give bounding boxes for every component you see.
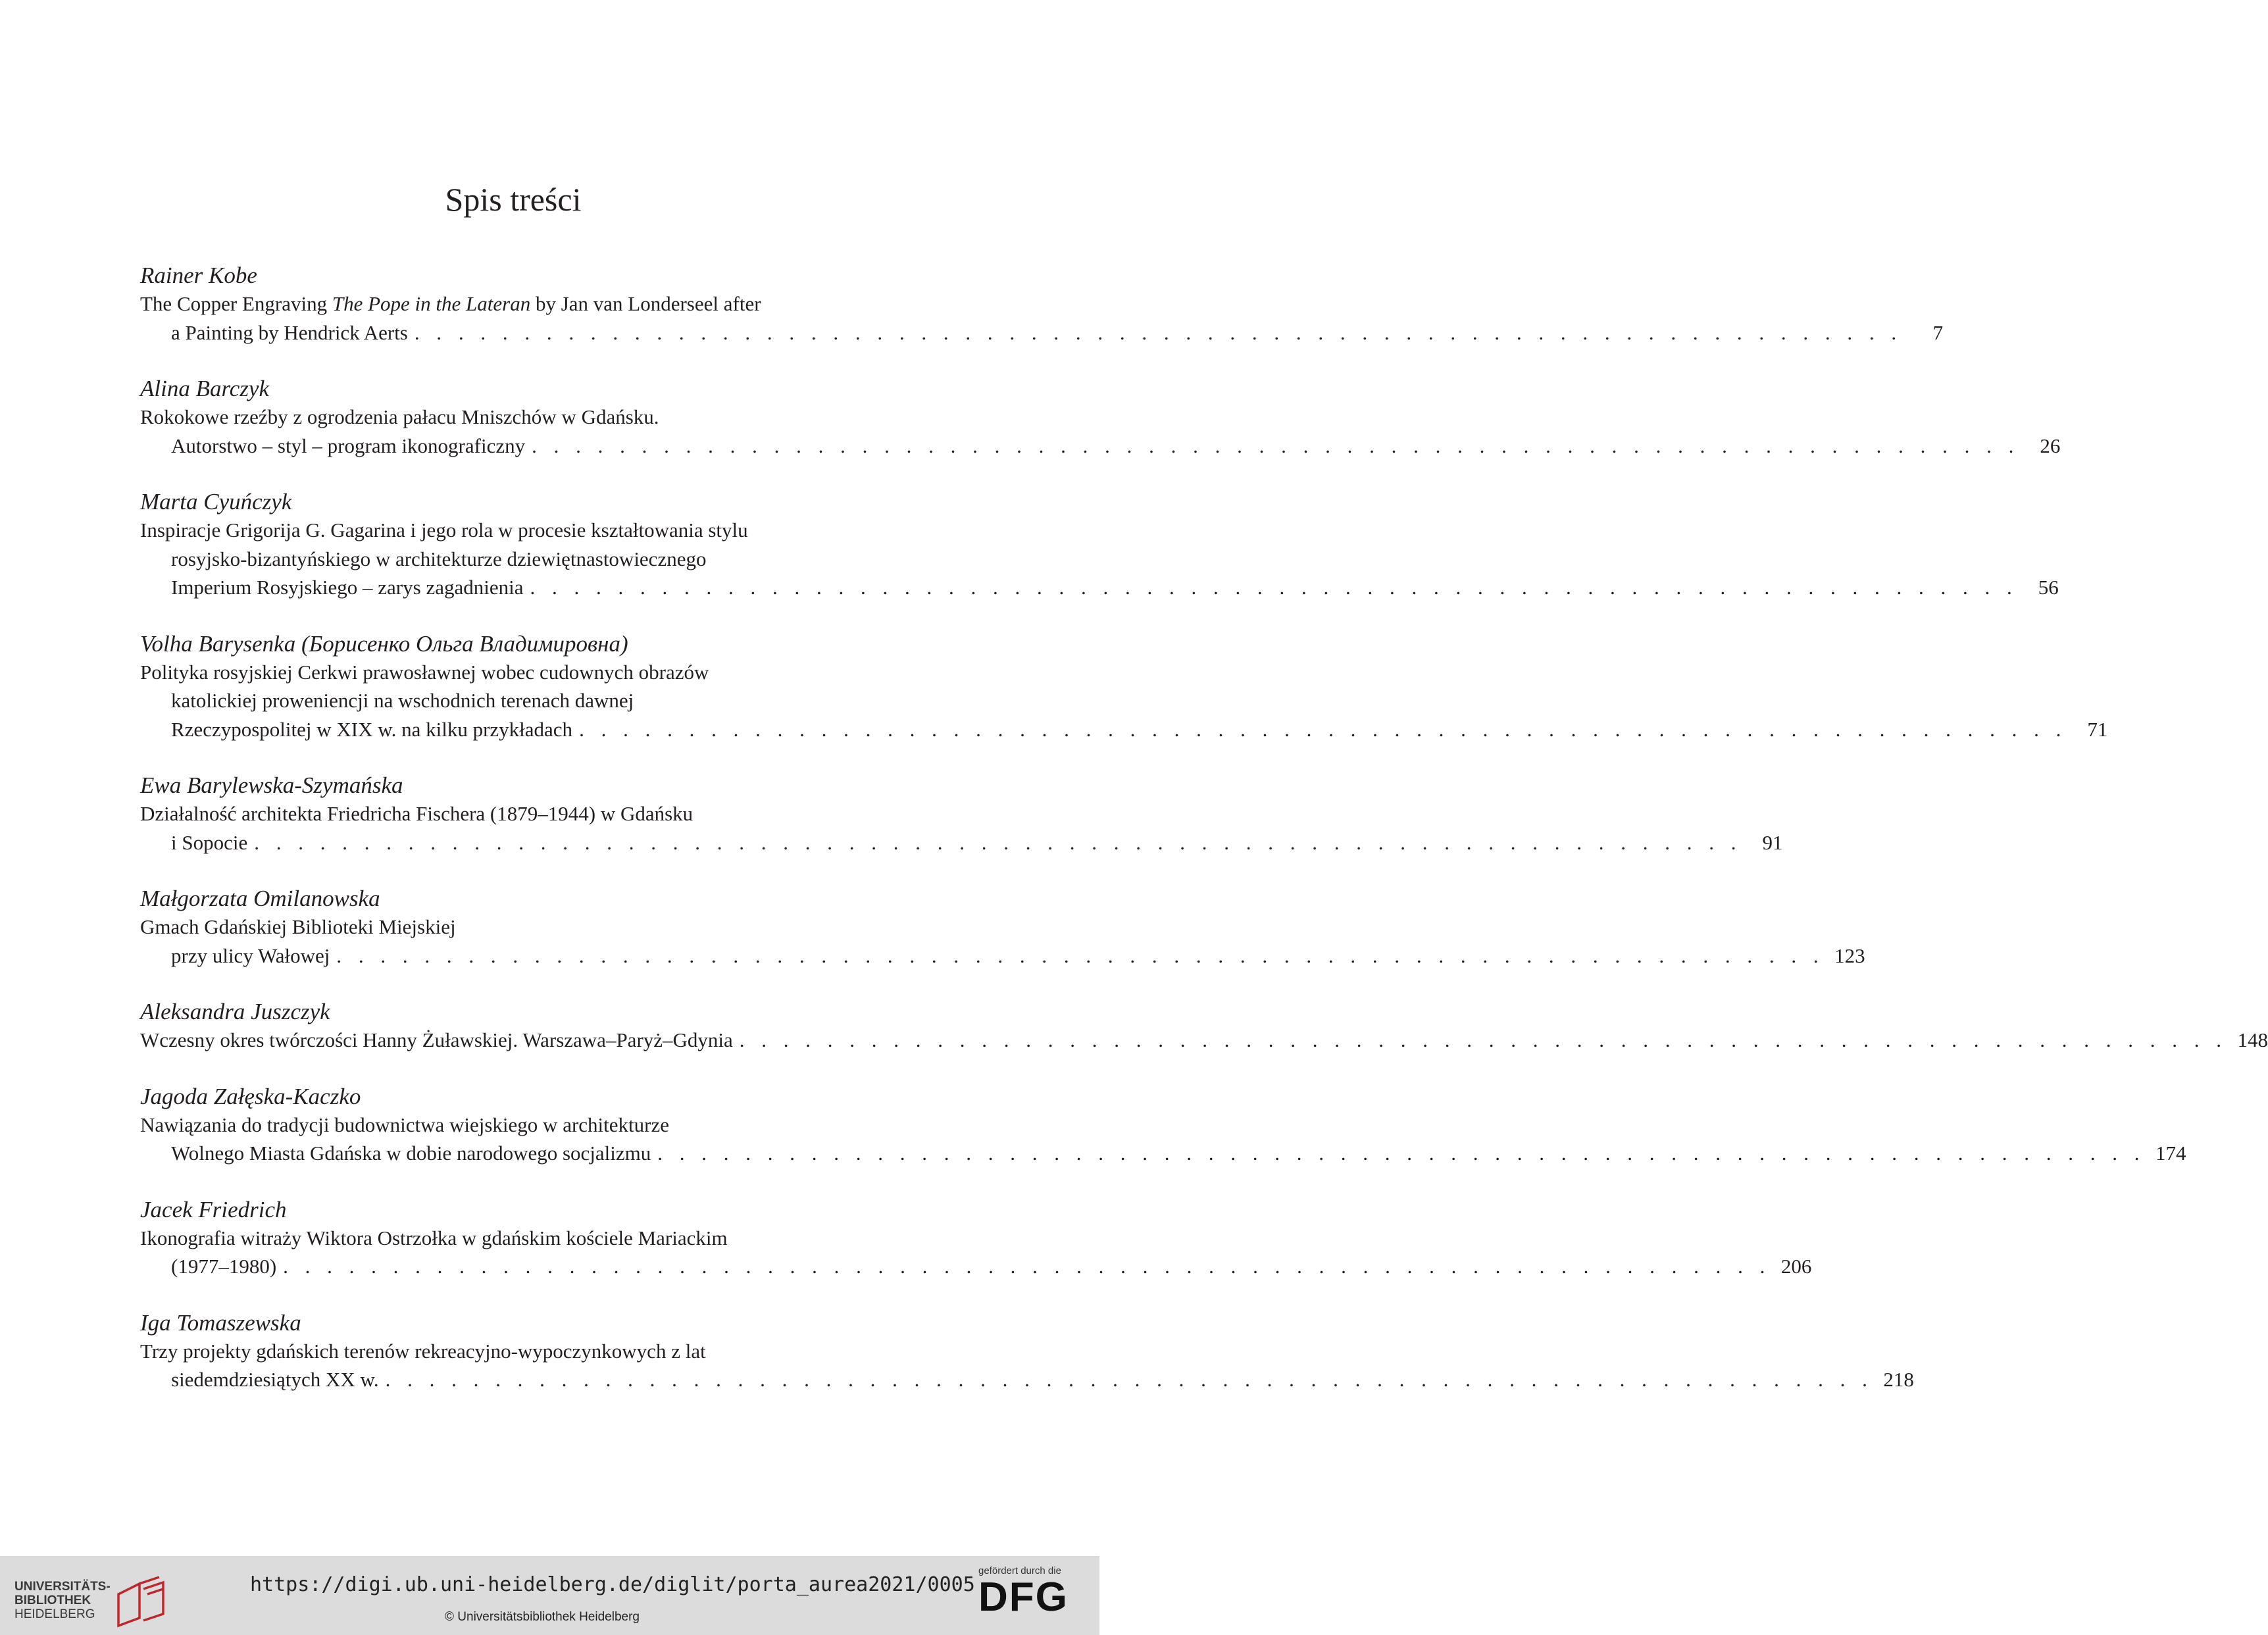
dfg-funding-logo[interactable]: [978, 1565, 1090, 1619]
dot-leader: . . . . . . . . . . . . . . . . . . . . . . . . . . . . . . . . . . . . . . . . . . . . . . . . . . . . . . . . . . . . . . . . . . . .: [657, 1142, 2146, 1165]
toc-title-last-line: [140, 318, 1944, 347]
toc-author: Marta Cyuńczyk: [140, 489, 292, 515]
dot-leader: . . . . . . . . . . . . . . . . . . . . . . . . . . . . . . . . . . . . . . . . . . . . . . . . . . . . . . . . . . . . . . . . . . . .: [414, 320, 1903, 344]
toc-page-number[interactable]: 148: [2237, 1028, 2268, 1051]
toc-title-text: (1977–1980): [171, 1255, 277, 1278]
toc-title-last-line: [140, 573, 2059, 602]
toc-author: Małgorzata Omilanowska: [140, 886, 380, 911]
toc-title-line: Gmach Gdańskiej Biblioteki Miejskiej: [140, 915, 456, 938]
toc-title-last-line: [140, 715, 2108, 744]
toc-title-text: Wczesny okres twórczości Hanny Żuławskiej. Warszawa–Paryż–Gdynia: [140, 1028, 733, 1051]
toc-title-line: Trzy projekty gdańskich terenów rekreacyjno-wypoczynkowych z lat: [140, 1339, 706, 1363]
toc-author: Jacek Friedrich: [140, 1196, 287, 1222]
toc-page-number[interactable]: 7: [1932, 320, 1944, 344]
toc-entry[interactable]: [140, 1195, 1812, 1281]
toc-entry[interactable]: [140, 261, 1944, 347]
dot-leader: . . . . . . . . . . . . . . . . . . . . . . . . . . . . . . . . . . . . . . . . . . . . . . . . . . . . . . . . . . . . . . . . . . . .: [579, 717, 2067, 741]
toc-author: Volha Barysenka (Борисенко Ольга Владимировна): [140, 630, 628, 657]
library-name-line-1: UNIVERSITÄTS-: [14, 1580, 111, 1594]
toc-title-line: katolickiej proweniencji na wschodnich terenach dawnej: [171, 689, 634, 712]
toc-page-number[interactable]: 206: [1780, 1255, 1812, 1278]
funding-note: gefördert durch die: [978, 1565, 1061, 1576]
toc-title-text: a Painting by Hendrick Aerts: [171, 320, 408, 344]
toc-title-last-line: [140, 1365, 1914, 1394]
toc-entry[interactable]: [140, 488, 2059, 602]
toc-title-line: Działalność architekta Friedricha Fischera (1879–1944) w Gdańsku: [140, 802, 693, 825]
toc-title-text: i Sopocie: [171, 830, 248, 854]
toc-title-line: Rokokowe rzeźby z ogrodzenia pałacu Mniszchów w Gdańsku.: [140, 405, 659, 428]
toc-title-text: Imperium Rosyjskiego – zarys zagadnienia: [171, 576, 524, 599]
dfg-logo-text: DFG: [978, 1574, 1069, 1620]
toc-title-last-line: [140, 1252, 1812, 1281]
toc-author: Alina Barczyk: [140, 376, 270, 401]
toc-title-last-line: [140, 432, 2061, 461]
toc-entry[interactable]: [140, 1082, 2186, 1168]
toc-author: Iga Tomaszewska: [140, 1309, 301, 1336]
copyright-text: © Universitätsbibliothek Heidelberg: [445, 1610, 640, 1624]
toc-page-number[interactable]: 123: [1834, 943, 1865, 967]
toc-title-line: Inspiracje Grigorija G. Gagarina i jego rola w procesie kształtowania stylu: [140, 518, 748, 541]
library-name-line-2: BIBLIOTHEK: [14, 1594, 91, 1607]
toc-entry[interactable]: [140, 997, 2268, 1055]
library-name-line-3: HEIDELBERG: [14, 1607, 95, 1621]
toc-title-line: rosyjsko-bizantyńskiego w architekturze dziewiętnastowiecznego: [171, 547, 707, 570]
dot-leader: . . . . . . . . . . . . . . . . . . . . . . . . . . . . . . . . . . . . . . . . . . . . . . . . . . . . . . . . . . . . . . . . . . . .: [532, 434, 2020, 457]
toc-title-line: [140, 289, 882, 318]
toc-page-number[interactable]: 91: [1762, 830, 1783, 854]
university-library-logo[interactable]: [14, 1574, 166, 1627]
toc-title-last-line: [140, 1139, 2186, 1168]
page-title: Spis treści: [445, 181, 582, 218]
library-name: [14, 1580, 111, 1621]
toc-title-line: Polityka rosyjskiej Cerkwi prawosławnej wobec cudownych obrazów: [140, 660, 709, 684]
document-url-link[interactable]: https://digi.ub.uni-heidelberg.de/diglit/porta_aurea2021/0005: [250, 1573, 975, 1596]
dot-leader: . . . . . . . . . . . . . . . . . . . . . . . . . . . . . . . . . . . . . . . . . . . . . . . . . . . . . . . . . . . . . . . . . . . .: [385, 1368, 1873, 1391]
toc-title-line: Nawiązania do tradycji budownictwa wiejskiego w architekturze: [140, 1113, 669, 1136]
toc-page-number[interactable]: 26: [2040, 434, 2061, 457]
toc-entry[interactable]: [140, 1309, 1914, 1394]
toc-entry[interactable]: [140, 374, 2061, 460]
dot-leader: . . . . . . . . . . . . . . . . . . . . . . . . . . . . . . . . . . . . . . . . . . . . . . . . . . . . . . . . . . . . . . . . . . . .: [336, 943, 1825, 967]
toc-author: Aleksandra Juszczyk: [140, 999, 330, 1024]
toc-title-last-line: [140, 942, 1865, 970]
toc-author: Rainer Kobe: [140, 263, 257, 288]
toc-title-text: Wolnego Miasta Gdańska w dobie narodowego socjalizmu: [171, 1142, 651, 1165]
toc-author: Jagoda Załęska-Kaczko: [140, 1083, 361, 1109]
toc-title-text: przy ulicy Wałowej: [171, 943, 330, 967]
toc-entry[interactable]: [140, 884, 1865, 970]
dot-leader: . . . . . . . . . . . . . . . . . . . . . . . . . . . . . . . . . . . . . . . . . . . . . . . . . . . . . . . . . . . . . . . . . . . .: [530, 576, 2018, 599]
toc-page-number[interactable]: 174: [2155, 1142, 2186, 1165]
toc-page-number[interactable]: 56: [2038, 576, 2059, 599]
toc-title-segment: by Jan van Londerseel after: [530, 292, 761, 315]
dot-leader: . . . . . . . . . . . . . . . . . . . . . . . . . . . . . . . . . . . . . . . . . . . . . . . . . . . . . . . . . . . . . . . . . . . .: [254, 830, 1742, 854]
toc-page-number[interactable]: 71: [2087, 717, 2108, 741]
toc-title-text: Autorstwo – styl – program ikonograficzny: [171, 434, 526, 457]
toc-title-segment: The Pope in the Lateran: [332, 292, 531, 315]
book-stack-icon: [113, 1574, 167, 1627]
toc-title-text: Rzeczypospolitej w XIX w. na kilku przykładach: [171, 717, 573, 741]
table-of-contents: [140, 261, 2268, 1422]
toc-title-last-line: [140, 1026, 2268, 1055]
toc-author: Ewa Barylewska-Szymańska: [140, 772, 403, 798]
toc-title-text: siedemdziesiątych XX w.: [171, 1368, 379, 1391]
footer-bar: [0, 1556, 1099, 1635]
toc-entry[interactable]: [140, 630, 2108, 744]
dot-leader: . . . . . . . . . . . . . . . . . . . . . . . . . . . . . . . . . . . . . . . . . . . . . . . . . . . . . . . . . . . . . . . . . . . .: [739, 1028, 2228, 1051]
toc-title-line: Ikonografia witraży Wiktora Ostrzołka w gdańskim kościele Mariackim: [140, 1226, 728, 1249]
toc-title-last-line: [140, 828, 1783, 857]
toc-page-number[interactable]: 218: [1883, 1368, 1914, 1391]
toc-title-segment: The Copper Engraving: [140, 292, 332, 315]
dot-leader: . . . . . . . . . . . . . . . . . . . . . . . . . . . . . . . . . . . . . . . . . . . . . . . . . . . . . . . . . . . . . . . . . . . .: [283, 1255, 1771, 1278]
toc-entry[interactable]: [140, 771, 1783, 857]
